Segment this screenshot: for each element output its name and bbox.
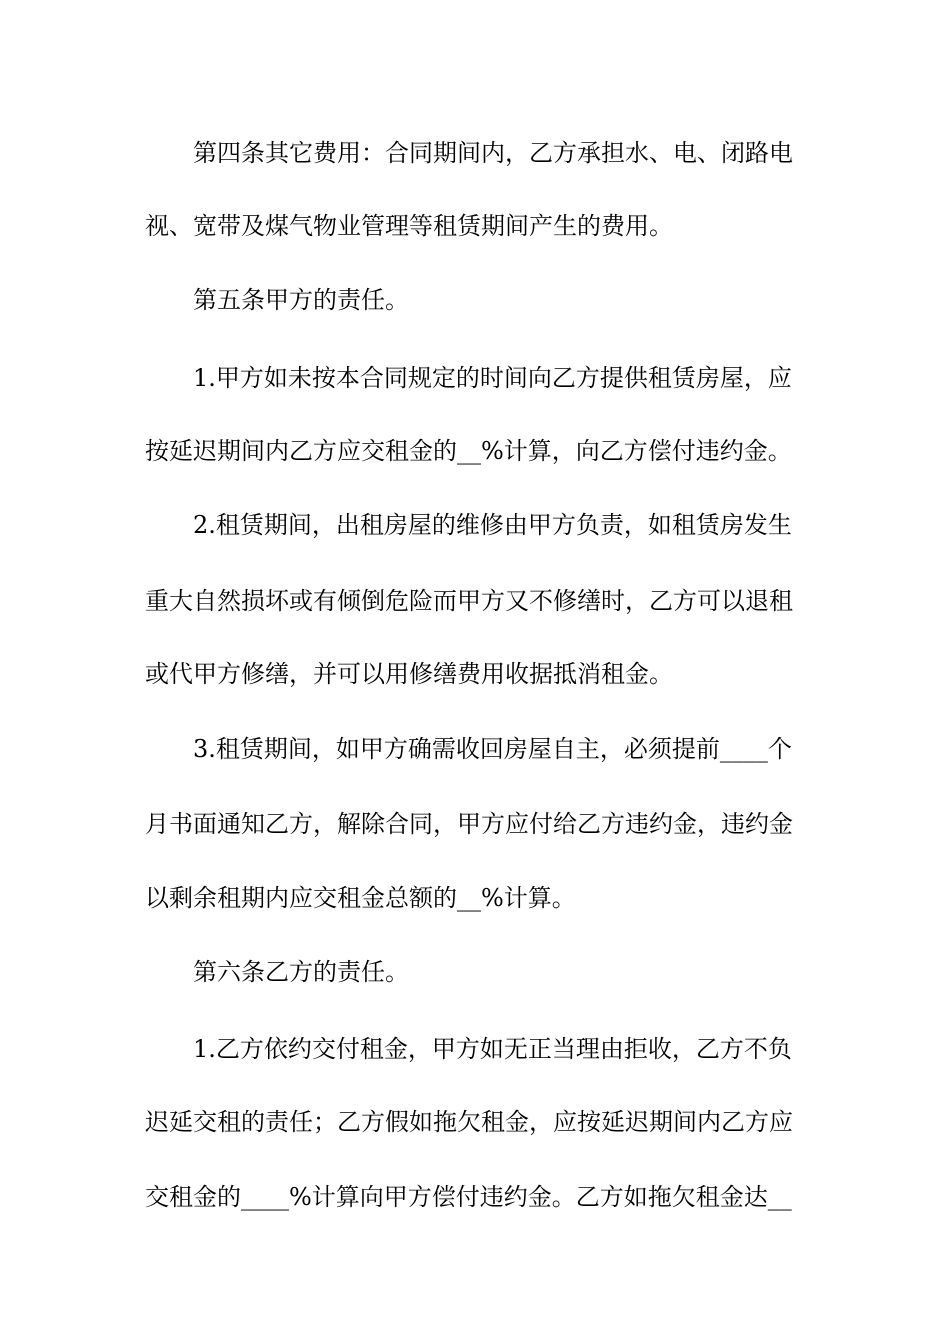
clause-5-item-2-line-1: 2.租赁期间，出租房屋的维修由甲方负责，如租赁房发生 <box>193 511 792 539</box>
clause-6-heading: 第六条乙方的责任。 <box>193 958 409 986</box>
clause-4-line-1: 第四条其它费用：合同期间内，乙方承担水、电、闭路电 <box>193 139 793 167</box>
clause-5-item-2-line-2: 重大自然损坏或有倾倒危险而甲方又不修缮时，乙方可以退租 <box>145 587 793 615</box>
clause-5-item-3-line-2: 月书面通知乙方，解除合同，甲方应付给乙方违约金，违约金 <box>145 810 793 838</box>
clause-6-item-1-line-2: 迟延交租的责任；乙方假如拖欠租金，应按延迟期间内乙方应 <box>145 1108 793 1136</box>
clause-5-item-1-line-1: 1.甲方如未按本合同规定的时间向乙方提供租赁房屋，应 <box>193 364 792 392</box>
clause-5-item-1-line-2: 按延迟期间内乙方应交租金的__%计算，向乙方偿付违约金。 <box>145 437 792 465</box>
clause-5-heading: 第五条甲方的责任。 <box>193 286 409 314</box>
clause-6-item-1-line-3: 交租金的____%计算向甲方偿付违约金。乙方如拖欠租金达__ <box>145 1183 792 1211</box>
clause-5-item-3-line-3: 以剩余租期内应交租金总额的__%计算。 <box>145 884 576 912</box>
clause-5-item-3-line-1: 3.租赁期间，如甲方确需收回房屋自主，必须提前____个 <box>193 735 792 763</box>
clause-5-item-2-line-3: 或代甲方修缮，并可以用修缮费用收据抵消租金。 <box>145 660 673 688</box>
clause-4-line-2: 视、宽带及煤气物业管理等租赁期间产生的费用。 <box>145 212 673 240</box>
clause-6-item-1-line-1: 1.乙方依约交付租金，甲方如无正当理由拒收，乙方不负 <box>193 1035 792 1063</box>
